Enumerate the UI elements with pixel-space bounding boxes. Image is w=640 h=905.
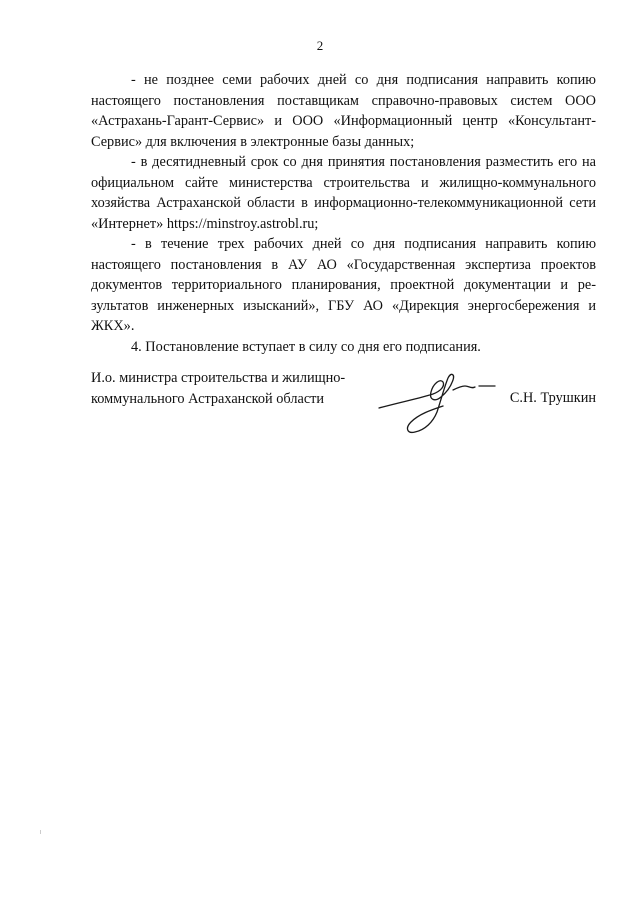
paragraph-effective-date: 4. Постановление вступает в силу со дня его подписания. <box>131 338 481 355</box>
signature-block <box>91 368 596 448</box>
paragraph-send-copy-organizations: - в течение трех рабочих дней со дня подписания направить копию настоящего постановления в АУ АО «Государственная экспертиза проектов документов территориального планирования, проектной документации и результатов инженерных изысканий», ГБУ АО «Дирекция энергосбережения и ЖКХ». <box>91 236 596 334</box>
handwritten-signature <box>371 364 501 440</box>
paragraph-publish-website: - в десятидневный срок со дня принятия постановления разместить его на официальном сайте министерства строительства и жилищно-коммунального хозяйства Астраханской области в информационно-телекоммуникационной сети «Интернет» https://minstroy.astrobl.ru; <box>91 154 596 232</box>
paragraph-send-copy-legal-systems: - не позднее семи рабочих дней со дня подписания направить копию настоящего постановления поставщикам справочно-правовых систем ООО «Астрахань-Гарант-Сервис» и ООО «Информационный центр «Консультант-Сервис» для включения в электронные базы данных; <box>91 72 596 150</box>
page-number: 2 <box>316 38 324 53</box>
document-body <box>91 70 596 357</box>
scan-artifact <box>40 830 41 834</box>
signatory-position: И.о. министра строительства и жилищно-коммунального Астраханской области <box>91 370 346 407</box>
signatory-name: С.Н. Трушкин <box>509 390 596 406</box>
